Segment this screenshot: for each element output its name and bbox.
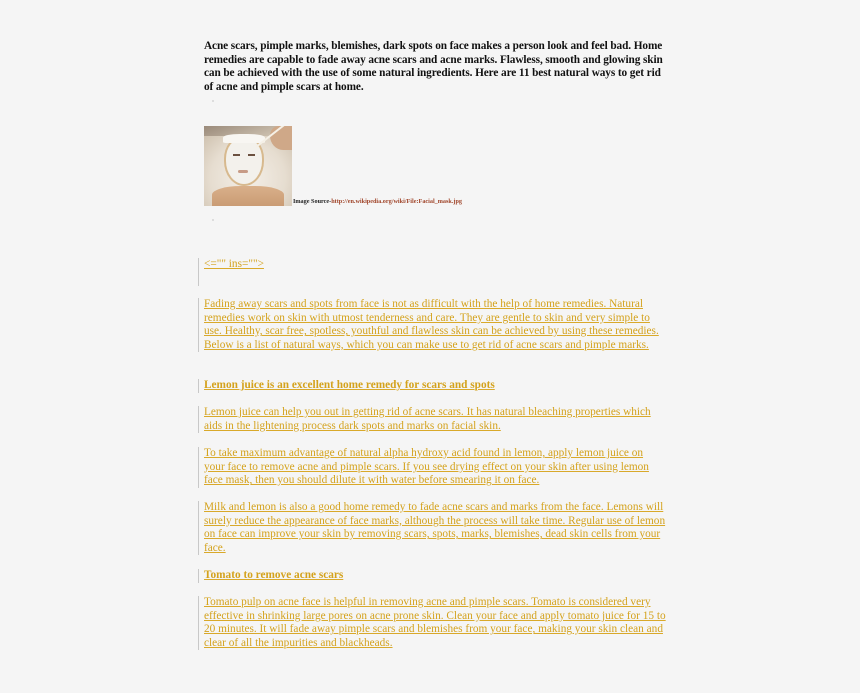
facial-mask-image [204, 126, 292, 206]
paragraph-block [204, 447, 666, 488]
headband-shape [223, 134, 265, 143]
heading-block [204, 379, 666, 393]
lemon-heading-link[interactable]: Lemon juice is an excellent home remedy for scars and spots [204, 379, 495, 391]
image-source-link[interactable]: http://en.wikipedia.org/wiki/File:Facial_mask.jpg [331, 198, 463, 205]
spacer-dot [212, 100, 214, 102]
paragraph-block [204, 596, 666, 650]
intro-paragraph: Acne scars, pimple marks, blemishes, dark spots on face makes a person look and feel bad. Home remedies are capable to fade away acne scars and acne marks. Flawless, smooth and glowing skin can be achieved with the use of some natural ingredients. Here are 11 best natural ways to get rid of acne and pimple scars at home. [204, 40, 663, 93]
intro-remedies-link[interactable]: Fading away scars and spots from face is not as difficult with the help of home remedies. Natural remedies work on skin with utmost tenderness and care. They are gentle to skin and very simple to use. Healthy, scar free, spotless, youthful and flawless skin can be achieved by using these remedies. Below is a list of natural ways, which you can make use to get rid of acne scars and pimple marks. [204, 298, 659, 351]
spacer-dot [212, 219, 214, 221]
tomato-paragraph-link[interactable]: Tomato pulp on acne face is helpful in removing acne and pimple scars. Tomato is considered very effective in shrinking large pores on acne prone skin. Clean your face and apply tomato juice for 15 to 20 minutes. It will fade away pimple scars and blemishes from your face, making your skin clean and clear of all the impurities and blackheads. [204, 596, 666, 649]
ins-link[interactable]: <="" ins=""> [204, 258, 264, 270]
lemon-aha-paragraph-link[interactable]: To take maximum advantage of natural alpha hydroxy acid found in lemon, apply lemon juice on your face to remove acne and pimple scars. If you see drying effect on your skin after using lemon face mask, then you should dilute it with water before smearing it on face. [204, 447, 649, 487]
lemon-paragraph-link[interactable]: Lemon juice can help you out in getting rid of acne scars. It has natural bleaching properties which aids in the lightening process dark spots and marks on facial skin. [204, 406, 651, 432]
image-caption [293, 198, 462, 206]
tomato-heading-link[interactable]: Tomato to remove acne scars [204, 569, 344, 581]
paragraph-block [204, 501, 666, 555]
intro-section [204, 40, 664, 94]
paragraph-block [204, 298, 666, 352]
neck-shape [212, 186, 284, 206]
figure [204, 126, 462, 206]
milk-lemon-paragraph-link[interactable]: Milk and lemon is also a good home remedy to fade acne scars and marks from the face. Lemons will surely reduce the appearance of face marks, although the process will take time. Regular use of lemon on face can improve your skin by removing scars, spots, marks, blemishes, dead skin cells from your face. [204, 501, 666, 554]
ins-block [204, 258, 666, 272]
heading-block [204, 569, 666, 583]
caption-label: Image Source- [293, 198, 332, 205]
paragraph-block [204, 406, 666, 433]
eye-right-shape [248, 154, 255, 156]
eye-left-shape [233, 154, 240, 156]
mouth-shape [238, 170, 248, 173]
